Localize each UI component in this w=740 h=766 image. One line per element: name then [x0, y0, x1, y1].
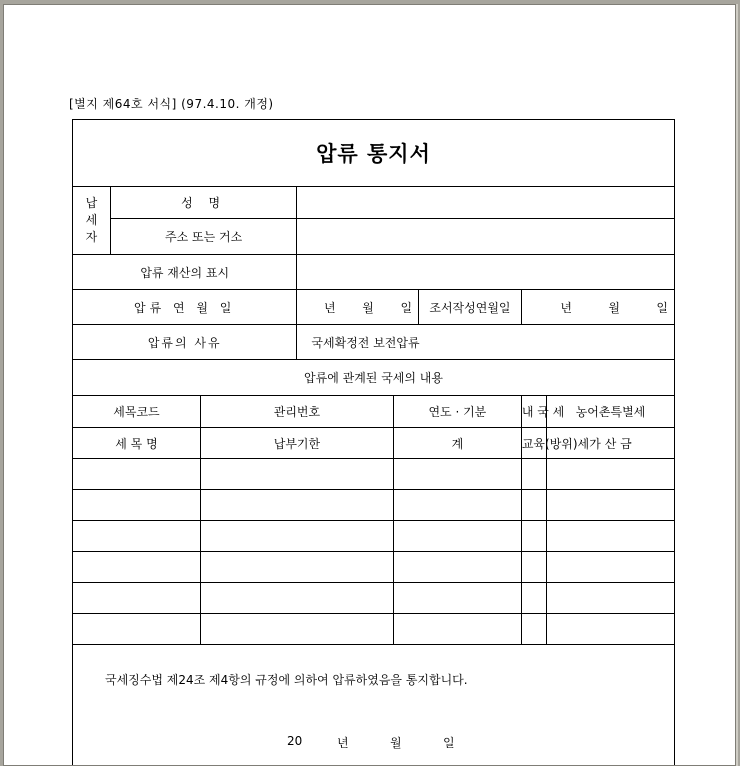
tax-data-row	[73, 552, 675, 583]
tax-header-cell: 세 목 명	[73, 428, 201, 459]
reason-value: 국세확정전 보전압류	[297, 325, 675, 360]
seizure-date-row	[73, 290, 675, 325]
tax-data-row	[73, 614, 675, 645]
taxpayer-address-row	[73, 219, 675, 255]
tax-header-cell: 납부기한	[200, 428, 393, 459]
tax-data-row	[73, 459, 675, 490]
tax-section-title: 압류에 관계된 국세의 내용	[73, 360, 675, 396]
seizure-year-unit: 년	[324, 300, 336, 315]
title-row	[73, 120, 675, 187]
taxpayer-group-label: 납 세 자	[73, 187, 111, 255]
tax-header-cell: 농어촌특별세	[546, 396, 674, 428]
notice-day-unit: 일	[443, 736, 455, 750]
tax-header-cell: 교육(방위)세	[521, 428, 546, 459]
tax-header-row-1	[73, 396, 675, 428]
seizure-date-value[interactable]	[297, 290, 419, 325]
report-date-value[interactable]	[521, 290, 674, 325]
seizure-month-unit: 월	[362, 300, 374, 315]
taxpayer-name-row	[73, 187, 675, 219]
reason-label: 압류의 사유	[73, 325, 297, 360]
tax-data-row	[73, 490, 675, 521]
name-value[interactable]	[297, 187, 675, 219]
tax-data-row	[73, 583, 675, 614]
address-value[interactable]	[297, 219, 675, 255]
name-label: 성 명	[110, 187, 297, 219]
notice-month-unit: 월	[390, 736, 402, 750]
notice-date	[73, 688, 674, 751]
tax-header-row-2	[73, 428, 675, 459]
notice-cell	[73, 645, 675, 765]
address-label: 주소 또는 거소	[110, 219, 297, 255]
page-title: 압류 통지서	[316, 141, 431, 166]
report-date-label: 조서작성연월일	[419, 290, 522, 325]
seized-property-value[interactable]	[297, 255, 675, 290]
notice-text: 국세징수법 제24조 제4항의 규정에 의하여 압류하였음을 통지합니다.	[105, 673, 468, 687]
tax-section-title-row	[73, 360, 675, 396]
tax-header-cell: 계	[393, 428, 521, 459]
seized-property-row	[73, 255, 675, 290]
form-header: [별지 제64호 서식] (97.4.10. 개정)	[69, 97, 274, 111]
tax-data-row	[73, 521, 675, 552]
seized-property-label: 압류 재산의 표시	[73, 255, 297, 290]
tax-header-cell: 세목코드	[73, 396, 201, 428]
tax-header-cell: 연도 · 기분	[393, 396, 521, 428]
notice-row	[73, 645, 675, 765]
report-day-unit: 일	[656, 300, 668, 315]
tax-header-cell: 가 산 금	[546, 428, 674, 459]
tax-header-cell: 내 국 세	[521, 396, 546, 428]
reason-row	[73, 325, 675, 360]
report-year-unit: 년	[560, 300, 572, 315]
notice-year-unit: 년	[337, 736, 349, 750]
notice-date-prefix: 20	[287, 734, 303, 748]
seizure-notice-form	[72, 119, 675, 765]
seizure-day-unit: 일	[400, 300, 413, 315]
tax-header-cell: 관리번호	[200, 396, 393, 428]
report-month-unit: 월	[608, 300, 620, 315]
document-page	[3, 4, 736, 766]
seizure-date-label: 압류 연 월 일	[73, 290, 297, 325]
